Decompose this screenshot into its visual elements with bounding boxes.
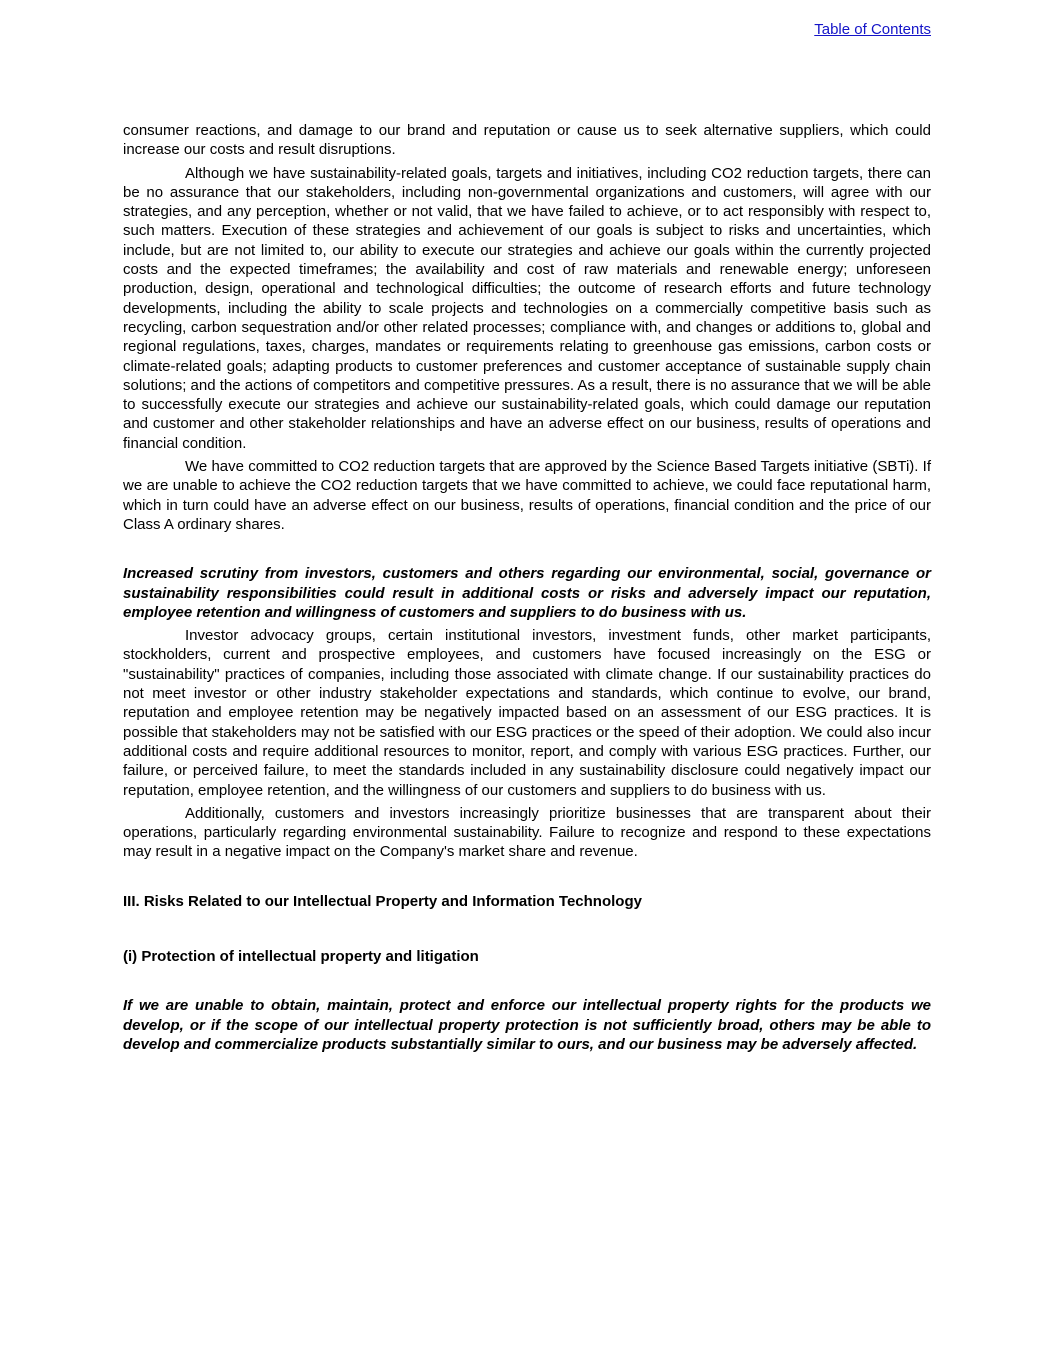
heading-section-iii-ip-and-it: III. Risks Related to our Intellectual Property and Information Technology [123, 892, 642, 910]
heading-increased-scrutiny: Increased scrutiny from investors, customers and others regarding our environmental, social, governance or sustainability responsibilities could result in additional costs or risks and adversely impact our reputation, employee retention and willingness of customers and suppliers to do business with us. [123, 565, 931, 621]
table-of-contents-link[interactable]: Table of Contents [814, 21, 931, 38]
paragraph-consumer-reactions: consumer reactions, and damage to our brand and reputation or cause us to seek alternative suppliers, which could increase our costs and result disruptions. [123, 122, 931, 159]
paragraph-investor-advocacy: Investor advocacy groups, certain institutional investors, investment funds, other market participants, stockholders, current and prospective employees, and customers have focused increasingly on the ESG or "sustainability" practices of companies, including those associated with climate change. If our sustainability practices do not meet investor or other industry stakeholder expectations and standards, which continue to evolve, our brand, reputation and employee retention may be negatively impacted based on an assessment of our ESG practices. It is possible that stakeholders may not be satisfied with our ESG practices or the speed of their adoption. We could also incur additional costs and require additional resources to monitor, report, and comply with various ESG practices. Further, our failure, or perceived failure, to meet the standards included in any sustainability disclosure could negatively impact our reputation, employee retention, and the willingness of our customers and suppliers to do business with us. [123, 627, 931, 799]
paragraph-additionally-transparency: Additionally, customers and investors increasingly prioritize businesses that are transparent about their operations, particularly regarding environmental sustainability. Failure to recognize and respond to these expectations may result in a negative impact on the Company's market share and revenue. [123, 804, 931, 861]
paragraph-sustainability-goals: Although we have sustainability-related goals, targets and initiatives, including CO2 reduction targets, there can be no assurance that our stakeholders, including non-governmental organizations and customers, will agree with our strategies, and any perception, whether or not valid, that we have failed to achieve, or to act responsibly with respect to, such matters. Execution of these strategies and achievement of our goals is subject to risks and uncertainties, which include, but are not limited to, our ability to execute our strategies and achieve our goals within the currently projected costs and the expected timeframes; the availability and cost of raw materials and renewable energy; unforeseen production, design, operational and technological difficulties; the outcome of research efforts and future technology developments, including the ability to scale projects and technologies on a commercially competitive basis such as recycling, carbon sequestration and/or other related processes; compliance with, and changes or additions to, global and regional regulations, taxes, charges, mandates or requirements relating to greenhouse gas emissions, carbon costs or climate-related goals; adapting products to customer preferences and customer acceptance of sustainable supply chain solutions; and the actions of competitors and competitive pressures. As a result, there is no assurance that we will be able to successfully execute our strategies and achieve our sustainability-related goals, which could damage our reputation and customer and other stakeholder relationships and have an adverse effect on our business, results of operations and financial condition. [123, 164, 931, 452]
heading-ip-risk-statement: If we are unable to obtain, maintain, protect and enforce our intellectual property rights for the products we develop, or if the scope of our intellectual property protection is not sufficiently broad, others may be able to develop and commercialize products substantially similar to ours, and our business may be adversely affected. [123, 997, 931, 1053]
document-body [123, 121, 931, 1058]
paragraph-sbti-commitment: We have committed to CO2 reduction targets that are approved by the Science Based Targets initiative (SBTi). If we are unable to achieve the CO2 reduction targets that we have committed to achieve, we could face reputational harm, which in turn could have an adverse effect on our business, results of operations, financial condition and the price of our Class A ordinary shares. [123, 458, 931, 533]
heading-protection-of-ip: (i) Protection of intellectual property and litigation [123, 947, 479, 965]
